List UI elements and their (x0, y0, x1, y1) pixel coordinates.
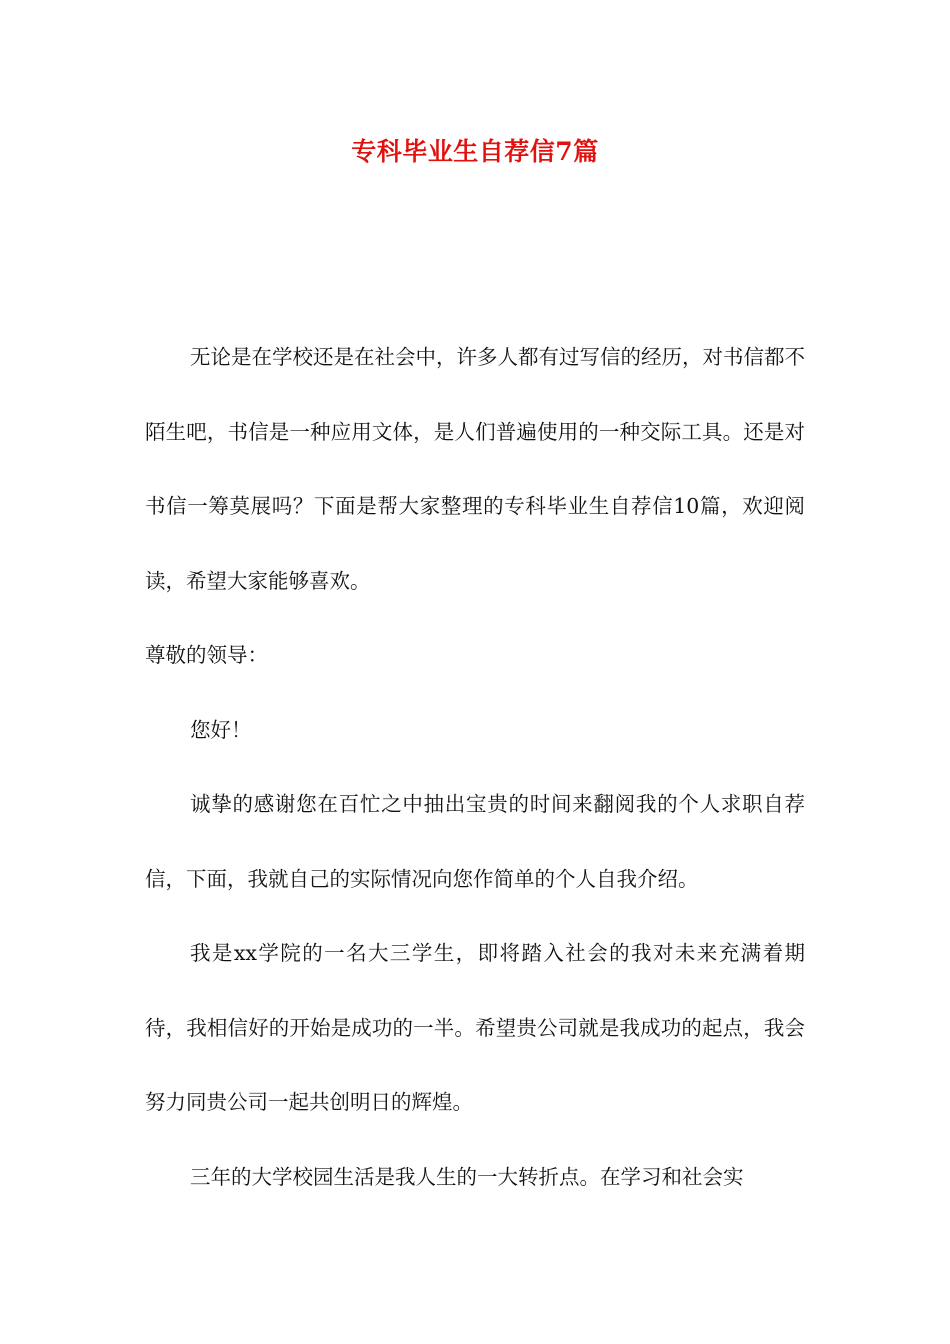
greeting: 您好！ (190, 717, 252, 742)
self-intro-paragraph: 我是xx学院的一名大三学生，即将踏入社会的我对未来充满着期待，我相信好的开始是成功的一半。希望贵公司就是我成功的起点，我会努力同贵公司一起共创明日的辉煌。 (145, 941, 805, 1114)
document-body (145, 320, 805, 1214)
document-title: 专科毕业生自荐信7篇 (351, 137, 599, 166)
thanks-paragraph: 诚挚的感谢您在百忙之中抽出宝贵的时间来翻阅我的个人求职自荐信，下面，我就自己的实际情况向您作简单的个人自我介绍。 (145, 792, 805, 891)
college-life-paragraph: 三年的大学校园生活是我人生的一大转折点。在学习和社会实 (190, 1164, 744, 1189)
salutation: 尊敬的领导： (145, 643, 268, 667)
intro-paragraph: 无论是在学校还是在社会中，许多人都有过写信的经历，对书信都不陌生吧，书信是一种应用文体，是人们普遍使用的一种交际工具。还是对书信一筹莫展吗？下面是帮大家整理的专科毕业生自荐信10篇，欢迎阅读，希望大家能够喜欢。 (145, 345, 805, 593)
